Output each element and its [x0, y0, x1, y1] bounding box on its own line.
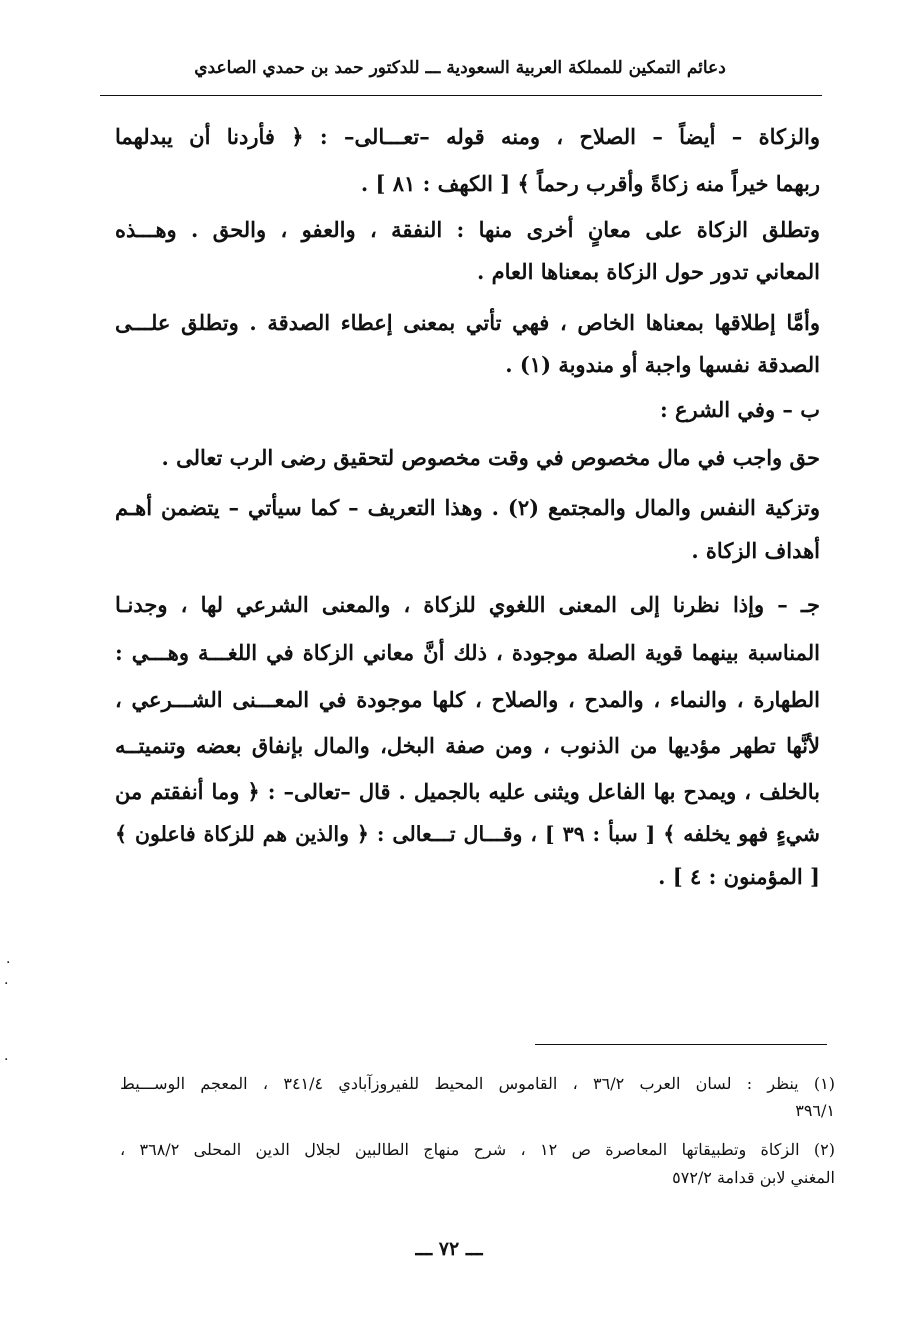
margin-mark: ·	[4, 976, 9, 992]
body-line: والزكاة – أيضاً – الصلاح ، ومنه قوله –تعـــالى– : ﴿ فأردنا أن يبدلهما	[115, 124, 820, 149]
footnote-line: المغني لابن قدامة ٥٧٢/٢	[672, 1168, 835, 1187]
body-line: المعاني تدور حول الزكاة بمعناها العام .	[477, 259, 820, 284]
footnote-line: (١) ينظر : لسان العرب ٣٦/٢ ، القاموس المحيط للفيروزآبادي ٣٤١/٤ ، المعجم الوســـيط	[120, 1074, 836, 1093]
body-line: بالخلف ، ويمدح بها الفاعل ويثنى عليه بالجميل . قال –تعالى– : ﴿ وما أنفقتم من	[115, 779, 820, 804]
section-heading: ب – وفي الشرع :	[659, 397, 820, 422]
body-line: جـ – وإذا نظرنا إلى المعنى اللغوي للزكاة ، والمعنى الشرعي لها ، وجدنـا	[115, 592, 820, 617]
body-line: شيءٍ فهو يخلفه ﴾ [ سبأ : ٣٩ ] ، وقـــال تـــعالى : ﴿ والذين هم للزكاة فاعلون ﴾	[115, 822, 820, 846]
page-number: ـــ ٧٢ ـــ	[415, 1238, 483, 1260]
body-line: وتطلق الزكاة على معانٍ أخرى منها : النفقة ، والعفو ، والحق . وهـــذه	[115, 217, 820, 242]
body-line: وتزكية النفس والمال والمجتمع (٢) . وهذا التعريف – كما سيأتي – يتضمن أهـم	[115, 495, 820, 520]
footnote-line: ٣٩٦/١	[795, 1101, 835, 1120]
footnote-divider	[535, 1044, 827, 1045]
body-line: ربهما خيراً منه زكاةً وأقرب رحماً ﴾ [ الكهف : ٨١ ] .	[360, 171, 820, 196]
body-line: حق واجب في مال مخصوص في وقت مخصوص لتحقيق رضى الرب تعالى .	[161, 445, 820, 470]
running-header: دعائم التمكين للمملكة العربية السعودية ـــ للدكتور حمد بن حمدي الصاعدي	[194, 58, 726, 78]
body-line: لأنَّها تطهر مؤديها من الذنوب ، ومن صفة البخل، والمال بإنفاق بعضه وتنميتــه	[115, 733, 820, 758]
body-line: أهداف الزكاة .	[691, 538, 820, 563]
body-line: [ المؤمنون : ٤ ] .	[658, 864, 820, 889]
body-line: المناسبة بينهما قوية الصلة موجودة ، ذلك أنَّ معاني الزكاة في اللغـــة وهـــي :	[115, 640, 820, 665]
margin-mark: ·	[6, 955, 11, 971]
body-line: وأمَّا إطلاقها بمعناها الخاص ، فهي تأتي بمعنى إعطاء الصدقة . وتطلق علـــى	[115, 310, 820, 335]
body-line: الصدقة نفسها واجبة أو مندوبة (١) .	[505, 352, 820, 377]
body-line: الطهارة ، والنماء ، والمدح ، والصلاح ، كلها موجودة في المعـــنى الشـــرعي ،	[115, 687, 820, 712]
footnote-line: (٢) الزكاة وتطبيقاتها المعاصرة ص ١٢ ، شرح منهاج الطالبين لجلال الدين المحلى ٣٦٨/٢ ،	[120, 1140, 836, 1159]
header-divider	[100, 95, 822, 96]
margin-mark: ·	[4, 1052, 9, 1068]
